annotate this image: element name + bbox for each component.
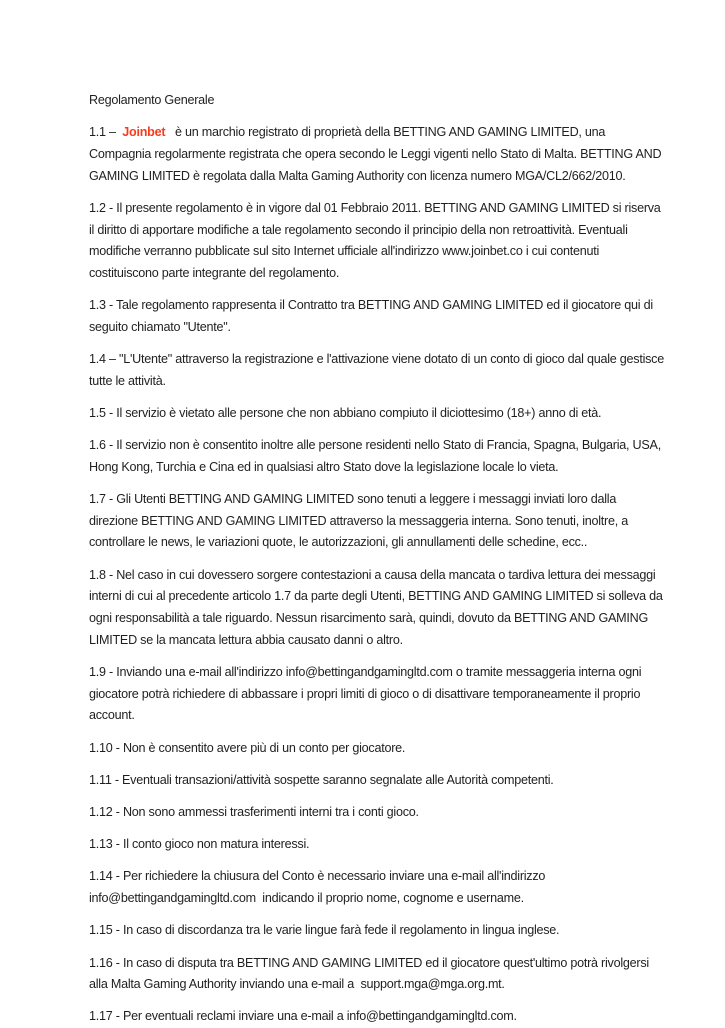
paragraph-1-17: [89, 1006, 667, 1028]
paragraph-text: 1.10 - Non è consentito avere più di un conto per giocatore.: [89, 740, 406, 755]
paragraph-text: 1.3 - Tale regolamento rappresenta il Contratto tra BETTING AND GAMING LIMITED ed il giocatore qui di seguito chiamato "Utente".: [89, 298, 657, 334]
paragraph-text: 1.16 - In caso di disputa tra BETTING AND GAMING LIMITED ed il giocatore quest'ultimo potrà rivolgersi alla Malta Gaming Authority inviando una e-mail a support.mga@mga.org.mt.: [89, 955, 653, 992]
paragraph-text: 1.14 - Per richiedere la chiusura del Conto è necessario inviare una e-mail all'indirizzo info@bettingandgamingltd.com indicando il proprio nome, cognome e username.: [89, 869, 549, 906]
paragraph-text: 1.7 - Gli Utenti BETTING AND GAMING LIMITED sono tenuti a leggere i messaggi inviati loro dalla direzione BETTING AND GAMING LIMITED attraverso la messaggeria interna. Sono tenuti, inoltre, a controllare le news, le variazioni quote, le autorizzazioni, gli annullamenti delle schedine, ecc..: [89, 492, 632, 550]
paragraph-text: 1.12 - Non sono ammessi trasferimenti interni tra i conti gioco.: [89, 804, 419, 819]
paragraph-1-6: [89, 435, 667, 478]
paragraph-1-12: [89, 802, 667, 824]
paragraph-text: 1.1 –: [89, 125, 123, 140]
paragraph-1-5: [89, 403, 667, 425]
paragraph-text: 1.2 - Il presente regolamento è in vigore dal 01 Febbraio 2011. BETTING AND GAMING LIMITED si riserva il diritto di apportare modifiche a tale regolamento secondo il principio della non retroattività. Eventuali modifiche verranno pubblicate sul sito Internet ufficiale all'indirizzo www.joinbet.co i cui contenuti costituiscono parte integrante del regolamento.: [89, 200, 664, 280]
paragraph-text: 1.9 - Inviando una e-mail all'indirizzo info@bettingandgamingltd.com o tramite messaggeria interna ogni giocatore potrà richiedere di abbassare i propri limiti di gioco o di disattivare temporaneamente il proprio account.: [89, 664, 645, 723]
paragraph-1-10: [89, 738, 667, 760]
paragraph-1-9: [89, 662, 667, 727]
paragraph-text: 1.13 - Il conto gioco non matura interessi.: [89, 837, 310, 852]
document-title: Regolamento Generale: [89, 93, 215, 107]
paragraph-text: 1.8 - Nel caso in cui dovessero sorgere contestazioni a causa della mancata o tardiva lettura dei messaggi interni di cui al precedente articolo 1.7 da parte degli Utenti, BETTING AND GAMING LIMITED si solleva da ogni responsabilità a tale riguardo. Nessun risarcimento sarà, quindi, dovuto da BETTING AND GAMING LIMITED se la mancata lettura abbia causato danni o altro.: [89, 567, 666, 647]
paragraph-1-16: [89, 953, 667, 996]
paragraph-text: è un marchio registrato di proprietà della BETTING AND GAMING LIMITED, una Compagnia regolarmente registrata che opera secondo le Leggi vigenti nello Stato di Malta. BETTING AND GAMING LIMITED è regolata dalla Malta Gaming Authority con licenza numero MGA/CL2/662/2010.: [89, 125, 665, 183]
paragraph-text: 1.17 - Per eventuali reclami inviare una e-mail a info@bettingandgamingltd.com.: [89, 1009, 517, 1024]
paragraph-1-7: [89, 489, 667, 554]
paragraph-text: 1.5 - Il servizio è vietato alle persone che non abbiano compiuto il diciottesimo (18+) anno di età.: [89, 405, 602, 420]
paragraph-text: 1.15 - In caso di discordanza tra le varie lingue farà fede il regolamento in lingua inglese.: [89, 923, 560, 938]
paragraph-1-14: [89, 866, 667, 909]
paragraph-1-8: [89, 565, 667, 652]
brand-name: Joinbet: [122, 125, 166, 140]
paragraph-1-15: [89, 920, 667, 942]
document-body: [89, 122, 667, 1028]
paragraph-1-11: [89, 770, 667, 792]
paragraph-text: 1.4 – "L'Utente" attraverso la registrazione e l'attivazione viene dotato di un conto di gioco dal quale gestisce tutte le attività.: [89, 352, 668, 388]
paragraph-1-2: [89, 198, 667, 285]
paragraph-1-3: [89, 295, 667, 338]
paragraph-1-13: [89, 834, 667, 856]
paragraph-text: 1.6 - Il servizio non è consentito inoltre alle persone residenti nello Stato di Francia, Spagna, Bulgaria, USA, Hong Kong, Turchia e Cina ed in qualsiasi altro Stato dove la legislazione locale lo vieta.: [89, 438, 665, 474]
paragraph-1-4: [89, 349, 667, 392]
paragraph-1-1: [89, 122, 667, 187]
paragraph-text: 1.11 - Eventuali transazioni/attività sospette saranno segnalate alle Autorità competenti.: [89, 772, 554, 787]
